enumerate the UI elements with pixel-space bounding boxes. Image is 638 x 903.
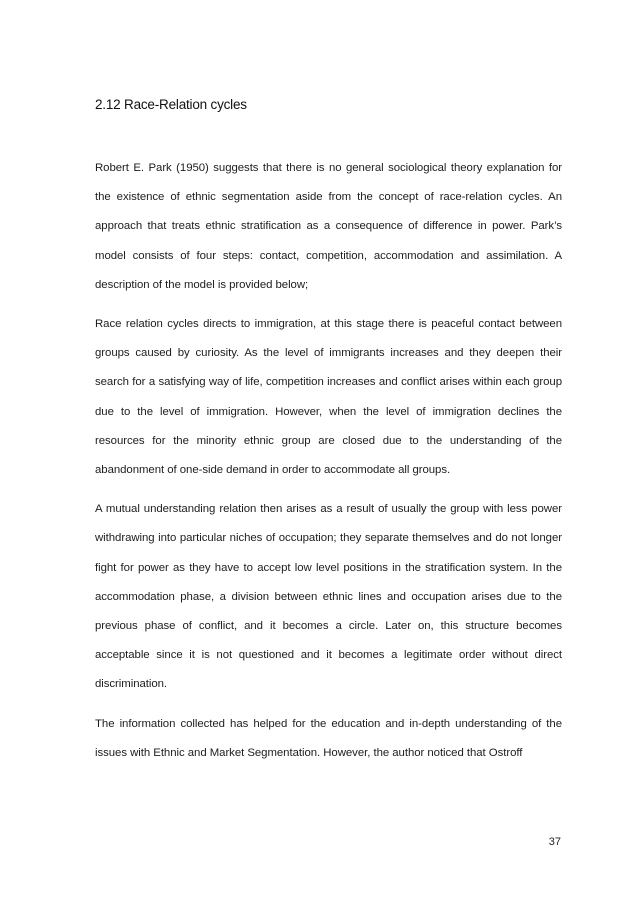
paragraph-information-collected: The information collected has helped for the education and in-depth understanding of the issues with Ethnic and Market Segmentation. However, the author noticed that Ostroff bbox=[95, 717, 562, 759]
page-number: 37 bbox=[548, 836, 561, 848]
section-heading: 2.12 Race-Relation cycles bbox=[95, 97, 247, 112]
paragraph-park-theory: Robert E. Park (1950) suggests that there is no general sociological theory explanation for the existence of ethnic segmentation aside from the concept of race-relation cycles. An approach that treats ethnic stratification as a consequence of difference in power. Park’s model consists of four steps: contact, competition, accommodation and assimilation. A description of the model is provided below; bbox=[95, 162, 562, 291]
paragraph-race-relation-cycles: Race relation cycles directs to immigration, at this stage there is peaceful contact between groups caused by curiosity. As the level of immigrants increases and they deepen their search for a satisfying way of life, competition increases and conflict arises within each group due to the level of immigration. However, when the level of immigration declines the resources for the minority ethnic group are closed due to the understanding of the abandonment of one-side demand in order to accommodate all groups. bbox=[95, 318, 562, 477]
page-content bbox=[95, 94, 562, 768]
paragraph-mutual-understanding: A mutual understanding relation then arises as a result of usually the group with less power withdrawing into particular niches of occupation; they separate themselves and do not longer fight for power as they have to accept low level positions in the stratification system. In the accommodation phase, a division between ethnic lines and occupation arises due to the previous phase of conflict, and it becomes a circle. Later on, this structure becomes acceptable since it is not questioned and it becomes a legitimate order without direct discrimination. bbox=[95, 503, 562, 691]
